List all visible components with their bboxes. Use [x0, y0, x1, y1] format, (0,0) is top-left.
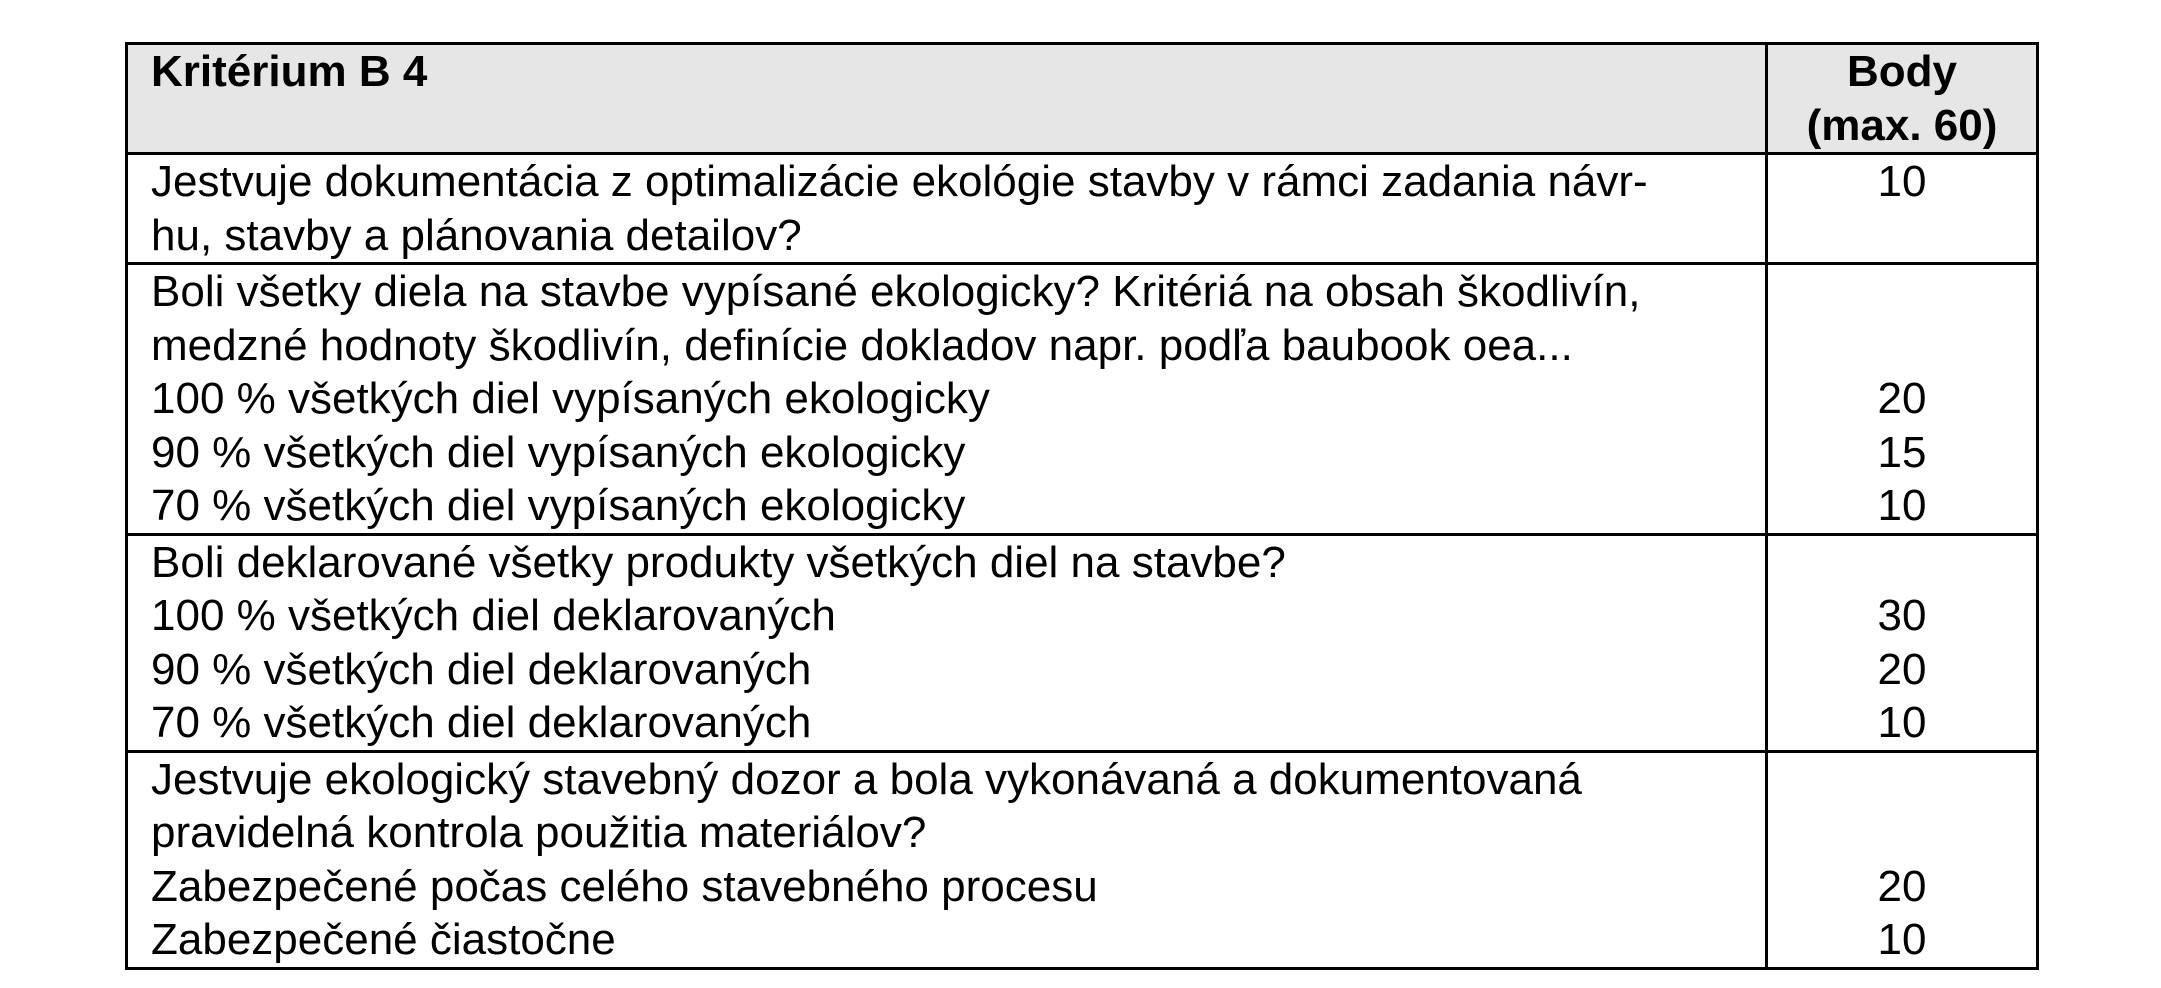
- points-cell: [1767, 534, 2038, 751]
- table-header-row: [127, 44, 2038, 154]
- table-row: [127, 534, 2038, 751]
- criterion-text-line: pravidelná kontrola použitia materiálov?: [151, 808, 927, 857]
- points-header: [1767, 44, 2038, 154]
- criterion-text-line: 90 % všetkých diel vypísaných ekologicky: [151, 427, 966, 477]
- points-value: 30: [1877, 591, 1927, 640]
- points-value: [1768, 536, 2036, 590]
- points-value: [1768, 265, 2036, 319]
- points-value: 15: [1877, 427, 1927, 477]
- criterion-text-line: Boli deklarované všetky produkty všetkých diel na stavbe?: [151, 537, 1286, 587]
- points-value: 20: [1877, 644, 1927, 694]
- criterion-question-cell: [127, 264, 1767, 535]
- points-value: 10: [1877, 481, 1927, 530]
- table-body: [127, 154, 2038, 969]
- points-header-max: (max. 60): [1806, 100, 1998, 150]
- criterion-text-line: Zabezpečené čiastočne: [151, 915, 616, 964]
- points-value: 20: [1877, 861, 1927, 911]
- points-value: [1768, 319, 2036, 373]
- criterion-table: [125, 42, 2039, 970]
- criterion-text-line: 90 % všetkých diel deklarovaných: [151, 644, 812, 694]
- criterion-text-line: 100 % všetkých diel deklarovaných: [151, 591, 836, 640]
- points-value: 20: [1877, 374, 1927, 423]
- table-row: [127, 154, 2038, 264]
- criterion-text-line: 70 % všetkých diel vypísaných ekologicky: [151, 481, 966, 530]
- criterion-question-cell: [127, 154, 1767, 264]
- criterion-question-cell: [127, 751, 1767, 968]
- table-row: [127, 264, 2038, 535]
- points-value: [1768, 753, 2036, 807]
- points-value: 10: [1877, 698, 1927, 747]
- criterion-question-cell: [127, 534, 1767, 751]
- table-row: [127, 751, 2038, 968]
- criterion-text-line: 100 % všetkých diel vypísaných ekologicky: [151, 374, 990, 423]
- points-value: 10: [1877, 157, 1927, 206]
- criterion-text-line: Zabezpečené počas celého stavebného procesu: [151, 861, 1098, 911]
- criterion-text-line: 70 % všetkých diel deklarovaných: [151, 698, 812, 747]
- points-value: [1768, 806, 2036, 860]
- points-cell: [1767, 751, 2038, 968]
- criterion-text-line: Jestvuje ekologický stavebný dozor a bola vykonávaná a dokumentovaná: [151, 754, 1582, 804]
- criterion-text-line: Jestvuje dokumentácia z optimalizácie ekológie stavby v rámci zadania návr-: [151, 157, 1648, 206]
- criterion-title: Kritérium B 4: [127, 44, 1767, 154]
- points-header-label: Body: [1847, 47, 1957, 96]
- criterion-text-line: Boli všetky diela na stavbe vypísané ekologicky? Kritériá na obsah škodlivín,: [151, 267, 1641, 316]
- criterion-text-line: hu, stavby a plánovania detailov?: [151, 210, 802, 260]
- points-value: [1768, 209, 2036, 263]
- criterion-text-line: medzné hodnoty škodlivín, definície dokladov napr. podľa baubook oea...: [151, 320, 1573, 370]
- points-cell: [1767, 154, 2038, 264]
- points-value: 10: [1877, 915, 1927, 964]
- points-cell: [1767, 264, 2038, 535]
